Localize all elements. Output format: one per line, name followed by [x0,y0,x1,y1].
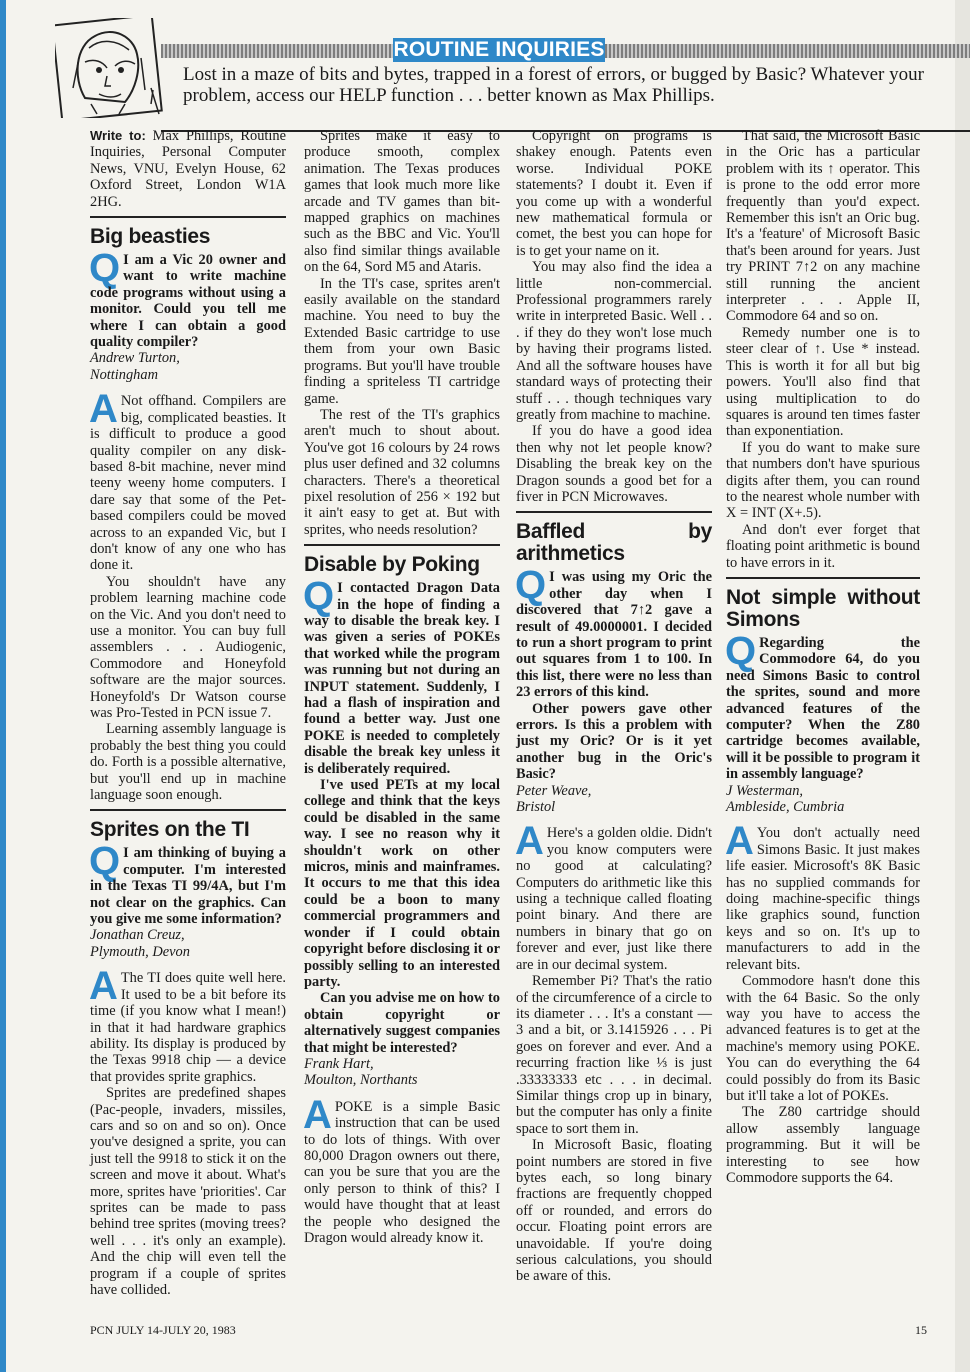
answer-paragraph: In the TI's case, sprites aren't easily available on the standard machine. You need to buy the Extended Basic cartridge to use them from your own Basic programs. But you'll have trouble finding a spriteless TI cartridge game. [304,275,500,407]
q-dropcap: Q [89,839,121,884]
columnist-sketch-portrait [55,18,165,118]
a-dropcap: A [303,1092,332,1137]
letter-author: Jonathan Creuz, [90,927,185,944]
heading-disable: Disable by Poking [304,553,480,577]
letter-town: Bristol [516,799,556,816]
answer-paragraph: You shouldn't have any problem learning machine code on the Vic. And you don't need to use a monitor. You can buy full assemblers . . . Audiogenic, Commodore and Honeyfold software are the major sources. Honeyfold's Dr Watson course was Pro-Tested in PCN issue 7. [90,573,286,721]
answer-paragraph: Sprites are predefined shapes (Pac-people, invaders, missiles, cars and so on and so on). Once you've designed a sprite, you can just tell the 9918 to stick it on the screen and move it about. What's more, sprites have 'priorities'. Car sprites can be made to pass behind tree sprites (moving trees? well . . . it's only an example). And the chip will even tell the program if a couple of sprites have collided. [90,1085,286,1298]
question-paragraph: I've used PETs at my local college and think that the keys could be disabled in the same way. I see no reason why it shouldn't work on other micros, minis and mainframes. It occurs to me that this idea could be a boon to many commercial programmers and wonder if I could obtain copyright before disclosing it or possibly selling to an interested party. [304,777,500,990]
divider [516,511,712,513]
answer-paragraph: The rest of the TI's graphics aren't much to shout about. You've got 16 colours by 24 rows plus user defined and 32 columns characters. There's a theoretical pixel resolution of 256 × 192 but it ain't easy to get at. But with sprites, who needs resolution? [304,406,500,538]
heading-big-beasties: Big beasties [90,225,211,249]
letter-town: Nottingham [90,366,158,383]
answer: A Not offhand. Compilers are big, complicated beasties. It is difficult to produce a good quality compiler on any disk-based 8-bit machine, never mind teeny weeny home computers. I dare say that some of the Pet-based compilers could be moved across to an expanded Vic, but I don't know of any one who has done it. [89,387,286,574]
divider [726,577,920,579]
answer-paragraph: And don't ever forget that floating point arithmetic is bound to have errors in it. [726,521,920,571]
section-intro: Lost in a maze of bits and bytes, trapped in a forest of errors, or bugged by Basic? Whatever your problem, access our HELP function . . . better known as Max Phillips. [183,64,924,106]
divider [90,809,286,811]
answer-paragraph: In Microsoft Basic, floating point numbers are stored in five bytes each, so long binary fractions are frequently chopped off or rounded, and errors do occur. Floating point errors are unavoidable. If you're doing serious calculations, you should be aware of this. [516,1137,712,1285]
question: Q Regarding the Commodore 64, do you need Simons Basic to control the sprites, sound and more advanced features of the computer? When the Z80 cartridge becomes available, will it be possible to program it in assembly language? [725,628,920,783]
answer-paragraph: Sprites make it easy to produce smooth, complex animation. The Texas produces games that look much more like arcade and TV games than bit-mapped graphics on machines such as the BBC and Vic. You'll also find similar things available on the 64, Sord M5 and Ataris. [304,128,500,276]
letter-author: J Westerman, [726,782,804,799]
answer-paragraph: Commodore hasn't done this with the 64 Basic. So the only way you have to access the advanced features is to get at the machine's memory using POKE. You can do everything the 64 could possibly do from its Basic but it'll take a lot of POKEs. [726,973,920,1104]
page-number: 15 [915,1323,927,1337]
question: Q I am thinking of buying a computer. I'm interested in the Texas TI 99/4A, but I'm not clear on the graphics. Can you give me some information? [89,839,286,928]
q-dropcap: Q [725,628,757,673]
letter-town: Ambleside, Cumbria [726,799,845,816]
footer-dateline: PCN JULY 14-JULY 20, 1983 [90,1323,236,1337]
heading-sprites: Sprites on the TI [90,818,250,842]
question: Q I am a Vic 20 owner and want to write machine code programs without using a monitor. Could you tell me where I can obtain a good quality compiler? [89,246,286,351]
a-dropcap: A [89,964,118,1009]
section-header [55,18,935,120]
address-text: Max Phillips, Routine Inquiries, Personal Computer News, VNU, Evelyn House, 62 Oxford Street, London W1A 2HG. [90,128,286,210]
answer-paragraph: The Z80 cartridge should allow assembly language programming. But it will be interesting to see how Commodore supports the 64. [726,1104,920,1186]
divider [304,544,500,546]
letter-town: Plymouth, Devon [90,943,190,960]
question: Q I was using my Oric the other day when I discovered that 7↑2 gave a result of 49.0000001. I decided to run a short program to print out squares from 1 to 100. In this list, there were no less than 23 errors of this kind. [515,563,712,701]
answer: APOKE is a simple Basic instruction that can be used to do lots of things. With over 80,000 Dragon owners out there, can you be sure that you are the only person to think of this? I would have thought that at least the people who designed the Dragon would already know it. [303,1092,500,1246]
answer-paragraph: That said, the Microsoft Basic in the Oric has a particular problem with its ↑ operator. This is prone to the odd error more frequently than you'd expect. Remember this isn't an Oric bug. It's a 'feature' of Microsoft Basic that's been around for years. Just try PRINT 7↑2 on any machine still running the ancient interpreter . . . Apple II, Commodore 64 and so on. [726,128,920,325]
question-paragraph: Can you advise me on how to obtain copyright or alternatively suggest companies that might be interested? [304,990,500,1056]
section-title: ROUTINE INQUIRIES [393,38,605,61]
answer-paragraph: Learning assembly language is probably the best thing you could do. Forth is a possible alternative, but you'll end up in machine language soon enough. [90,721,286,804]
answer-paragraph: Copyright on programs is shakey enough. Patents even worse. Individual POKE statements? I doubt it. Even if you come up with a wonderful new mathematical formula or comet, the best you can hope for is to get your name on it. [516,128,712,259]
answer: A The TI does quite well here. It used to be a bit before its time (if you know what I mean!) in that it had hardware graphics ability. Its display is produced by the Texas 9918 chip — a device that provides sprite graphics. [89,964,286,1085]
answer: A Here's a golden oldie. Didn't you know computers were no good at calculating? Computers do arithmetic like this using a technique called floating point binary. And there are numbers in binary that go on forever and ever, just like there are in our decimal system. [515,819,712,973]
answer-paragraph: Remedy number one is to steer clear of ↑. Use * instead. This is worth it for all but big powers. You'll also find that using multiplication to do squares is around ten times faster than exponentiation. [726,324,920,440]
answer-paragraph: If you do have a good idea then why not let people know? Disabling the break key on the Dragon sounds a good bet for a fiver in PCN Microwaves. [516,423,712,505]
address-label: Write to: [90,128,146,143]
column-1 [90,128,286,1298]
q-dropcap: Q [303,574,335,619]
address-block [90,128,286,210]
page-edge-stripe [0,0,6,1372]
column-3 [516,128,712,1285]
answer-paragraph: If you do want to make sure that numbers don't have spurious digits after them, you can round to the nearest whole number with X = INT (X+.5). [726,439,920,522]
heading-simons: Not simple without Simons [726,585,920,631]
answer: A You don't actually need Simons Basic. It just makes life easier. Microsoft's 8K Basic has no supplied commands for doing machine-specific things like graphics sound, function keys and so on. It's up to manufacturers to add in the relevant bits. [725,819,920,973]
page-margin [955,0,970,1372]
question: Q I contacted Dragon Data in the hope of finding a way to disable the break key. I was given a series of POKEs that worked while the program was running but not during an INPUT statement. Suddenly, I had a flash of inspiration and found a better way. Just one POKE is needed to completely disable the break key unless it is deliberately required. [303,574,500,777]
a-dropcap: A [725,819,754,864]
question-paragraph: Other powers gave other errors. Is this a problem with just my Oric? Or is it yet another bug in the Oric's Basic? [516,700,712,783]
q-dropcap: Q [89,246,121,291]
letter-author: Frank Hart, [304,1055,374,1072]
heading-baffled: Baffled by arithmetics [516,520,712,566]
letter-town: Moulton, Northants [304,1072,418,1089]
column-4 [726,128,920,1186]
column-2 [304,128,500,1246]
letter-author: Peter Weave, [516,782,592,799]
letter-author: Andrew Turton, [90,350,180,367]
q-dropcap: Q [515,563,547,608]
a-dropcap: A [515,819,544,864]
answer-paragraph: You may also find the idea a little non-commercial. Professional programmers rarely write in interpreted Basic. Well . . . if they do they won't lose much by having their programs listed. And all the software houses have standard ways of protecting their stuff . . . though techniques vary greatly from machine to machine. [516,259,712,423]
answer-paragraph: Remember Pi? That's the ratio of the circumference of a circle to its diameter . . . It's a constant — 3 and a bit, or 3.1415926 . . . Pi goes on forever and ever. And a recurring fraction like ⅓ is just .33333333 etc . . . in decimal. Similar things crop up in binary, but the computer has only a finite space to sort them in. [516,973,712,1137]
divider [90,216,286,218]
a-dropcap: A [89,387,118,432]
